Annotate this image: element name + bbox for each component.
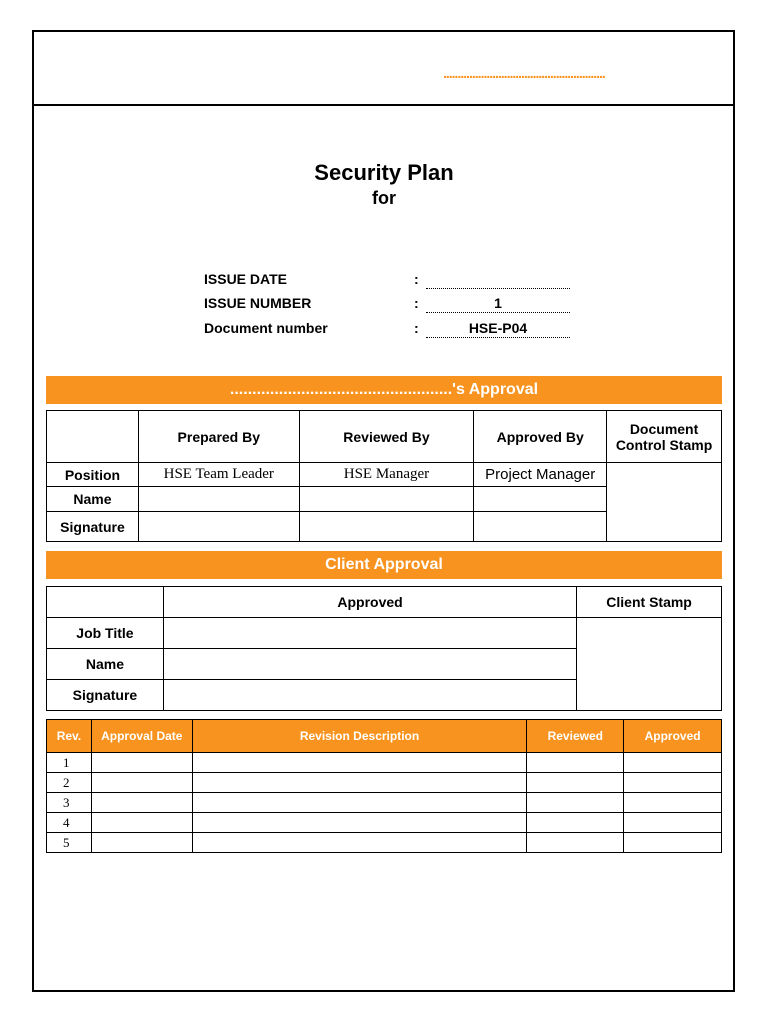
info-label: ISSUE NUMBER: [204, 295, 312, 311]
revision-approved-cell[interactable]: [624, 833, 722, 853]
table-row: [47, 833, 722, 853]
revision-approved-cell[interactable]: [624, 793, 722, 813]
revision-number: 1: [47, 753, 92, 773]
revision-date-cell[interactable]: [91, 833, 192, 853]
approval-row-label-name: Name: [47, 487, 139, 512]
name-prepared-cell[interactable]: [138, 487, 299, 512]
header-dotted-line: ........................................................: [443, 65, 605, 81]
revision-number: 4: [47, 813, 92, 833]
client-header-approved: Approved: [163, 587, 576, 618]
revision-reviewed-cell[interactable]: [527, 773, 624, 793]
info-label: ISSUE DATE: [204, 271, 287, 287]
revision-header-approval-date: Approval Date: [91, 720, 192, 753]
table-row: [47, 813, 722, 833]
issue-date-field[interactable]: [426, 271, 570, 289]
revision-reviewed-cell[interactable]: [527, 793, 624, 813]
table-row: [47, 773, 722, 793]
revision-number: 3: [47, 793, 92, 813]
client-corner-cell: [47, 587, 164, 618]
header-divider: [32, 104, 735, 106]
name-approved-cell[interactable]: [474, 487, 607, 512]
client-approval-table: [46, 586, 722, 711]
position-approved-cell[interactable]: Project Manager: [474, 463, 607, 487]
revision-description-cell[interactable]: [192, 773, 527, 793]
revision-header-rev: Rev.: [47, 720, 92, 753]
document-control-stamp-area[interactable]: [607, 463, 722, 542]
client-row-label-signature: Signature: [47, 680, 164, 711]
revision-approved-cell[interactable]: [624, 753, 722, 773]
revision-date-cell[interactable]: [91, 813, 192, 833]
revision-number: 2: [47, 773, 92, 793]
document-subtitle: for: [372, 188, 396, 208]
revision-description-cell[interactable]: [192, 813, 527, 833]
client-row-label-name: Name: [47, 649, 164, 680]
position-prepared-cell[interactable]: HSE Team Leader: [138, 463, 299, 487]
revision-reviewed-cell[interactable]: [527, 833, 624, 853]
revision-description-cell[interactable]: [192, 793, 527, 813]
client-stamp-area[interactable]: [577, 618, 722, 711]
revision-description-cell[interactable]: [192, 833, 527, 853]
revision-header-approved: Approved: [624, 720, 722, 753]
revision-reviewed-cell[interactable]: [527, 813, 624, 833]
client-approval-band: Client Approval: [46, 551, 722, 579]
revision-approved-cell[interactable]: [624, 813, 722, 833]
client-name-field[interactable]: [163, 649, 576, 680]
document-number-field[interactable]: HSE-P04: [426, 320, 570, 338]
table-row: [47, 793, 722, 813]
issue-number-field[interactable]: 1: [426, 295, 570, 313]
approval-header-prepared: Prepared By: [138, 411, 299, 463]
approval-band: ..................................................'s Approval: [46, 376, 722, 404]
name-reviewed-cell[interactable]: [299, 487, 474, 512]
approval-corner-cell: [47, 411, 139, 463]
revision-table: [46, 719, 722, 853]
info-colon: :: [414, 295, 419, 311]
revision-date-cell[interactable]: [91, 753, 192, 773]
approval-header-approved: Approved By: [474, 411, 607, 463]
revision-reviewed-cell[interactable]: [527, 753, 624, 773]
info-colon: :: [414, 320, 419, 336]
revision-approved-cell[interactable]: [624, 773, 722, 793]
table-row: [47, 753, 722, 773]
position-reviewed-cell[interactable]: HSE Manager: [299, 463, 474, 487]
client-row-label-job-title: Job Title: [47, 618, 164, 649]
info-colon: :: [414, 271, 419, 287]
approval-table: [46, 410, 722, 542]
document-title: Security Plan: [314, 160, 454, 185]
approval-header-stamp: Document Control Stamp: [607, 411, 722, 463]
revision-date-cell[interactable]: [91, 773, 192, 793]
approval-header-reviewed: Reviewed By: [299, 411, 474, 463]
revision-number: 5: [47, 833, 92, 853]
client-job-title-field[interactable]: [163, 618, 576, 649]
approval-row-label-signature: Signature: [47, 512, 139, 542]
client-signature-field[interactable]: [163, 680, 576, 711]
revision-header-reviewed: Reviewed: [527, 720, 624, 753]
signature-prepared-cell[interactable]: [138, 512, 299, 542]
revision-description-cell[interactable]: [192, 753, 527, 773]
signature-approved-cell[interactable]: [474, 512, 607, 542]
signature-reviewed-cell[interactable]: [299, 512, 474, 542]
client-header-stamp: Client Stamp: [577, 587, 722, 618]
revision-header-description: Revision Description: [192, 720, 527, 753]
revision-date-cell[interactable]: [91, 793, 192, 813]
info-label: Document number: [204, 320, 328, 336]
approval-row-label-position: Position: [47, 463, 139, 487]
